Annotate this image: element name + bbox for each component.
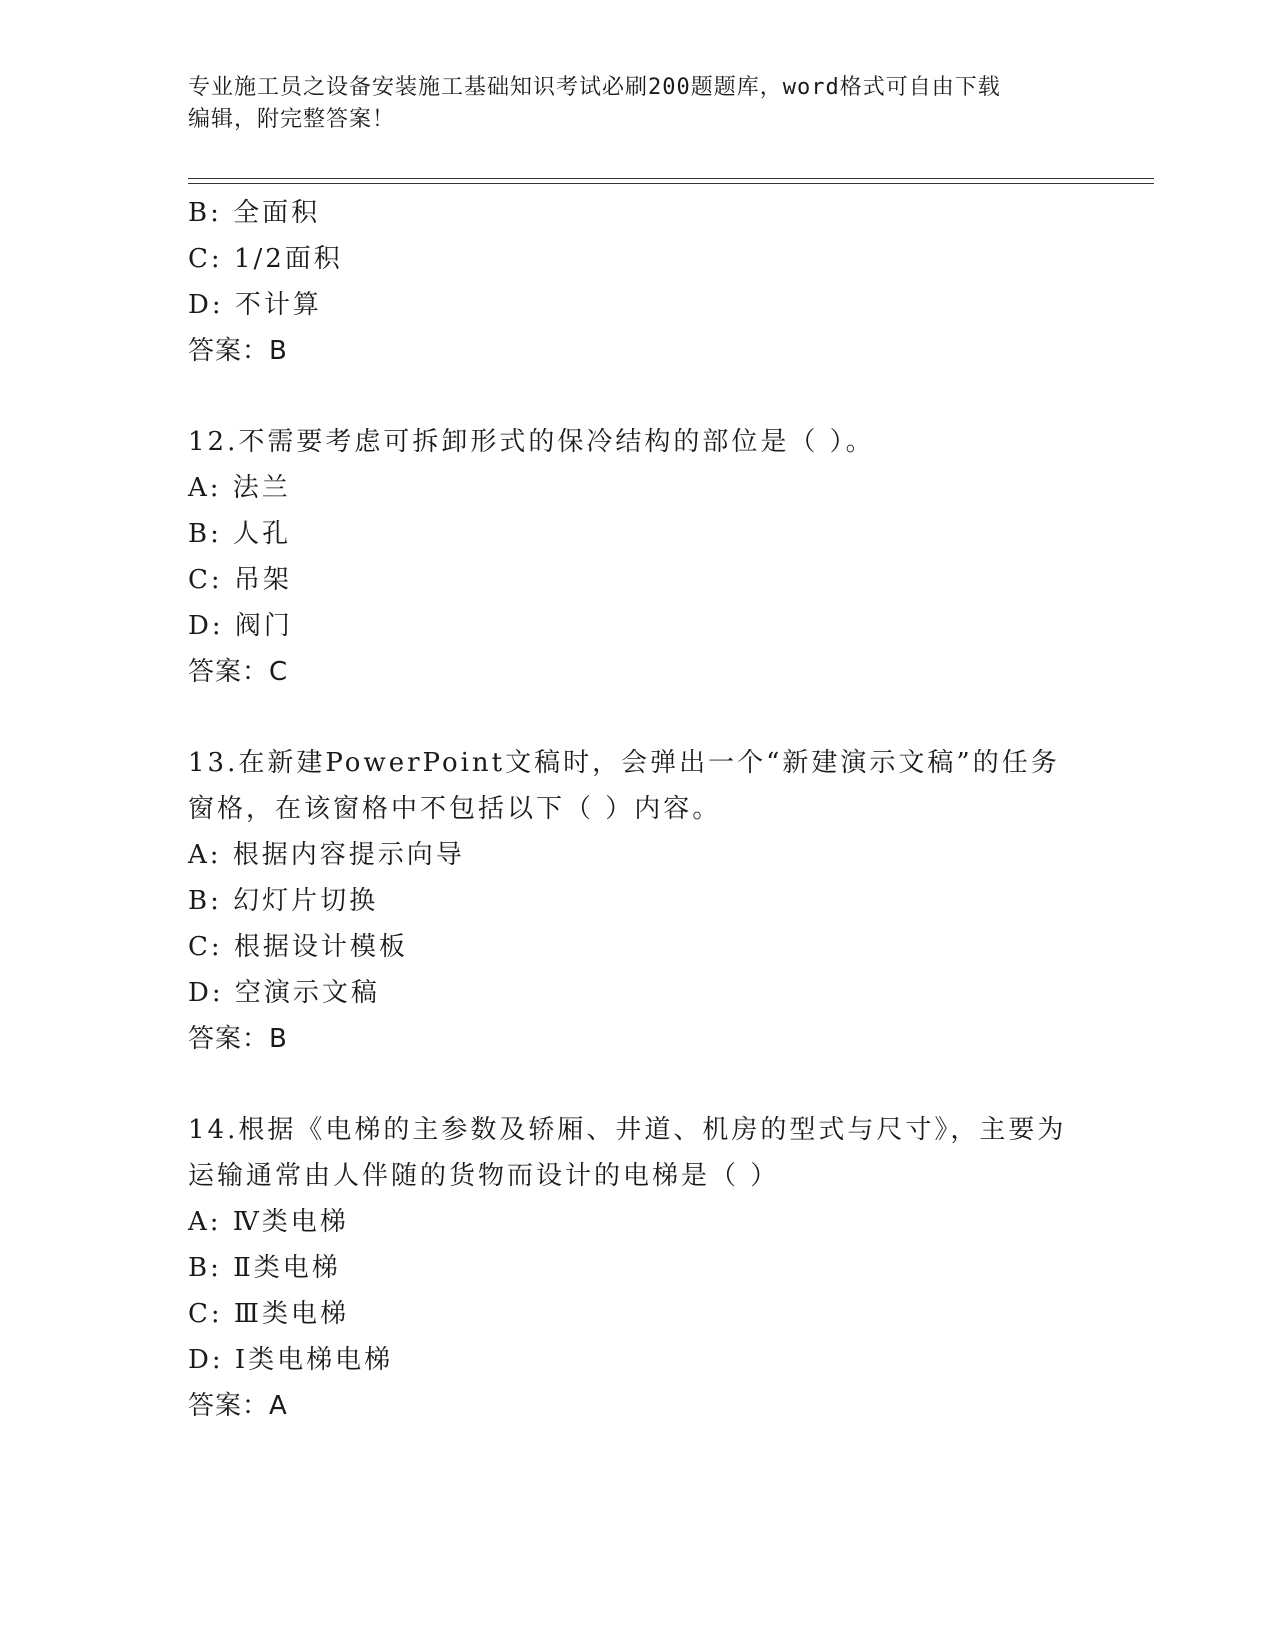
option-d: D: 空演示文稿 <box>188 978 380 1008</box>
option-b: B: Ⅱ类电梯 <box>188 1253 341 1283</box>
question-12 <box>188 419 1088 695</box>
option-a: A: 法兰 <box>188 473 291 503</box>
option-a: A: 根据内容提示向导 <box>188 840 465 870</box>
option-b: B: 全面积 <box>188 198 321 228</box>
option-c: C: 吊架 <box>188 565 292 595</box>
page-header <box>188 72 1078 136</box>
question-text-line-2: 窗格，在该窗格中不包括以下（ ）内容。 <box>188 794 722 824</box>
answer-line: 答案：B <box>188 1024 288 1054</box>
answer-line: 答案：A <box>188 1391 288 1421</box>
option-c: C: 根据设计模板 <box>188 932 408 962</box>
header-title-line-2: 编辑，附完整答案！ <box>188 107 396 132</box>
question-list <box>188 190 1088 1429</box>
option-c: C: Ⅲ类电梯 <box>188 1299 349 1329</box>
header-title-line-1: 专业施工员之设备安装施工基础知识考试必刷200题题库，word格式可自由下载 <box>188 75 1001 100</box>
option-c: C: 1/2面积 <box>188 244 343 274</box>
question-text-line-1: 13.在新建PowerPoint文稿时，会弹出一个“新建演示文稿”的任务 <box>188 748 1060 778</box>
question-13 <box>188 740 1088 1062</box>
option-a: A: Ⅳ类电梯 <box>188 1207 349 1237</box>
question-text-line-2: 运输通常由人伴随的货物而设计的电梯是（ ） <box>188 1161 780 1191</box>
question-text-line-1: 14.根据《电梯的主参数及轿厢、井道、机房的型式与尺寸》，主要为 <box>188 1115 1067 1145</box>
option-b: B: 幻灯片切换 <box>188 886 379 916</box>
answer-line: 答案：C <box>188 657 289 687</box>
question-14 <box>188 1107 1088 1429</box>
option-b: B: 人孔 <box>188 519 292 549</box>
question-text: 12.不需要考虑可拆卸形式的保冷结构的部位是（ ）。 <box>188 427 875 457</box>
question-11-continued <box>188 190 1088 374</box>
answer-line: 答案：B <box>188 336 288 366</box>
header-double-rule <box>188 178 1154 184</box>
option-d: D: 阀门 <box>188 611 293 641</box>
option-d: D: 不计算 <box>188 290 322 320</box>
option-d: D: Ⅰ类电梯电梯 <box>188 1345 394 1375</box>
